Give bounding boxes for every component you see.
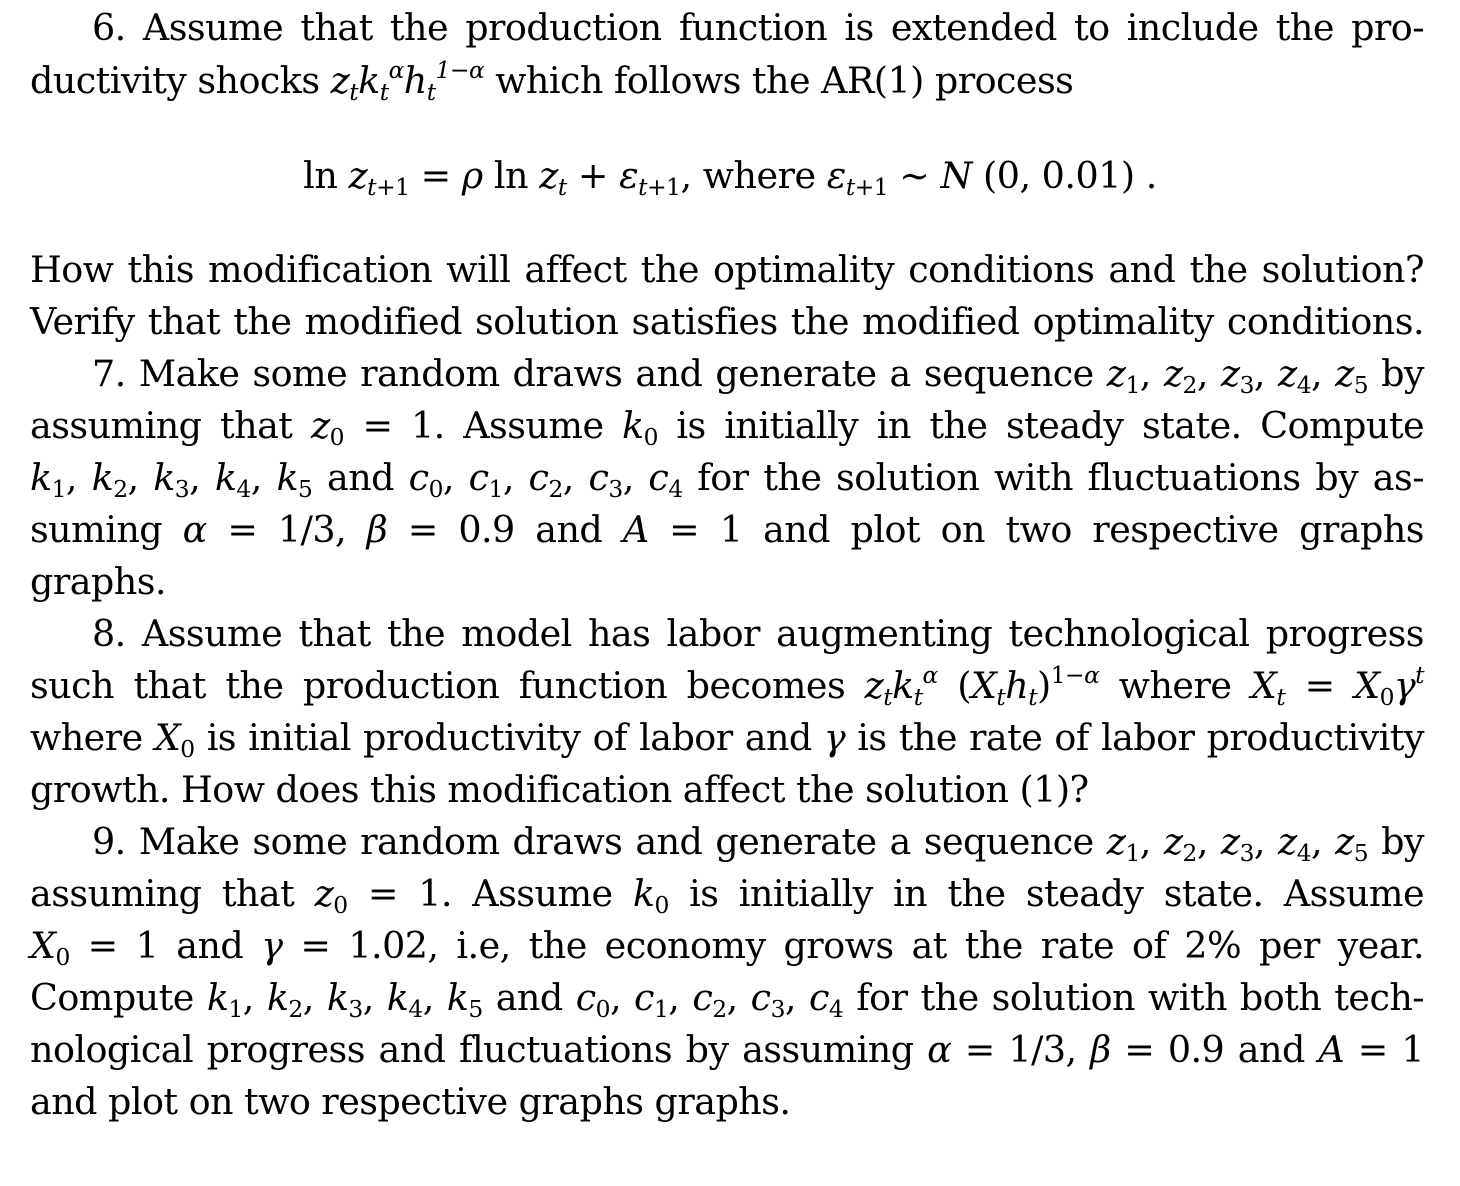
text-line: such that the production function becomes $z_tk_t^\alpha$ $(X_th_t)^{1-\alpha}$ where $X_t = X_0\gamma^t$ [30,660,1424,711]
text-line: 8. Assume that the model has labor augmenting technological progress [92,612,1424,655]
text-line: and plot on two respective graphs graphs. [30,1080,791,1123]
text-line: 6. Assume that the production function is extended to include the pro- [92,6,1424,49]
text-line: nological progress and fluctuations by assuming α = 1/3, β = 0.9 and A = 1 [30,1028,1424,1071]
text-line: $k_1$, $k_2$, $k_3$, $k_4$, $k_5$ and $c_0$, $c_1$, $c_2$, $c_3$, $c_4$ for the solution with fluctuations by as- [30,456,1424,503]
display-equation: $\ln z_{t+1} = \rho$ $\ln z_t + \varepsilon_{t+1}$, where $\varepsilon_{t+1}$ ∼ N (0, 0.01) . [303,154,1157,201]
text-line: suming α = 1/3, β = 0.9 and A = 1 and plot on two respective graphs [30,508,1424,551]
math-inline: $z_tk_t^\alpha h_t^{1-\alpha}$ [330,55,485,106]
text-line: assuming that $z_0 = 1$. Assume $k_0$ is initially in the steady state. Assume [30,872,1424,919]
text-line: growth. How does this modification affect the solution (1)? [30,768,1089,811]
text-line: $X_0 = 1$ and γ = 1.02, i.e, the economy grows at the rate of 2% per year. [30,924,1425,971]
text-line: 9. Make some random draws and generate a sequence $z_1$, $z_2$, $z_3$, $z_4$, $z_5$ by [92,820,1424,867]
text-line: Verify that the modified solution satisfies the modified optimality conditions. [30,300,1424,343]
text-line: Compute $k_1$, $k_2$, $k_3$, $k_4$, $k_5$ and $c_0$, $c_1$, $c_2$, $c_3$, $c_4$ for the solution with both tech- [30,976,1425,1023]
text-line: assuming that $z_0 = 1$. Assume $k_0$ is initially in the steady state. Compute [30,404,1424,451]
text-line: How this modification will affect the optimality conditions and the solution? [30,248,1424,291]
text-line: ductivity shocks $z_tk_t^\alpha h_t^{1-\alpha}$ which follows the AR(1) process [30,55,1074,106]
text-line: where $X_0$ is initial productivity of labor and γ is the rate of labor productivity [30,716,1424,763]
text-line: 7. Make some random draws and generate a sequence $z_1$, $z_2$, $z_3$, $z_4$, $z_5$ by [92,352,1424,399]
text-line: graphs. [30,560,166,603]
